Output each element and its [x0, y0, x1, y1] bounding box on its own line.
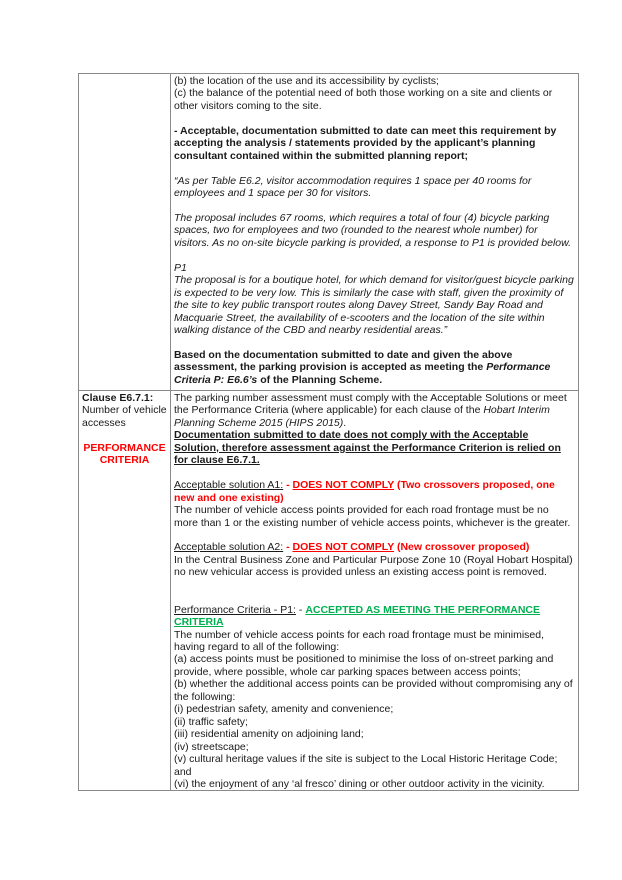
text-run: -: [283, 541, 293, 554]
blank-line: [174, 579, 575, 591]
performance-criteria-p1-heading: [174, 604, 575, 629]
status-note: (Two crossovers proposed, one new and one existing): [174, 479, 555, 504]
performance-criteria-tag: PERFORMANCE: [83, 441, 166, 454]
criteria-item: (b) whether the additional access points can be provided without compromising any of the following:: [174, 678, 573, 703]
criteria-subitem: (vi) the enjoyment of any ‘al fresco’ dining or other outdoor activity in the vicinity.: [174, 777, 545, 790]
text-run-emphasis: Performance Criteria P: E6.6’s: [174, 361, 551, 386]
text-run: -: [283, 479, 293, 492]
text-run: .: [343, 416, 347, 429]
solution-a1-body: The number of vehicle access points provided for each road frontage must be no more than 1 or the existing number of vehicle access points, whichever is the greater.: [174, 504, 571, 529]
clause-subject: accesses: [82, 416, 126, 429]
assessment-cell-e6-6: [171, 74, 579, 391]
blank-line: [174, 591, 575, 603]
table-row-e6-6: [79, 74, 579, 391]
conclusion-paragraph: [174, 349, 575, 386]
status-note: (New crossover proposed): [394, 541, 530, 554]
clause-cell-empty: [79, 74, 171, 391]
clause-number: Clause E6.7.1:: [82, 392, 154, 404]
solution-label: Acceptable solution A1:: [174, 479, 284, 492]
criteria-subitem: (iii) residential amenity on adjoining land;: [174, 728, 364, 741]
blank-line: [174, 162, 575, 174]
status-does-not-comply: DOES NOT COMPLY: [292, 541, 395, 554]
criteria-label: Performance Criteria - P1:: [174, 603, 296, 616]
criteria-subitem: (i) pedestrian safety, amenity and convenience;: [174, 703, 394, 716]
p1-quote-label: P1: [174, 261, 187, 274]
solution-a2-body: In the Central Business Zone and Particular Purpose Zone 10 (Royal Hobart Hospital) no new vehicular access is provided unless an existing access point is removed.: [174, 553, 573, 579]
text-run: Based on the documentation submitted to date and given the above assessment, the parking provision is accepted as meeting the: [174, 348, 513, 374]
paragraph: (c) the balance of the potential need of both those working on a site and clients or other visitors coming to the site.: [174, 87, 553, 112]
criteria-subitem: (iv) streetscape;: [174, 740, 249, 753]
assessment-table: [78, 73, 579, 791]
blank-line: [82, 429, 167, 441]
clause-cell-e6-7-1: [79, 391, 171, 791]
blank-line: [174, 529, 575, 541]
solution-label: Acceptable solution A2:: [174, 541, 284, 554]
acceptable-solution-a2-heading: [174, 541, 575, 553]
acceptable-solution-a1-heading: [174, 479, 575, 504]
clause-subject: Number of vehicle: [82, 404, 167, 417]
criteria-subitem: (ii) traffic safety;: [174, 715, 248, 728]
blank-line: [174, 336, 575, 348]
text-run: -: [295, 603, 306, 616]
text-run: The parking number assessment must comply with the Acceptable Solutions or meet the Performance Criteria (where applicable) for each clause of the: [174, 392, 567, 417]
status-does-not-comply: DOES NOT COMPLY: [292, 479, 395, 492]
acceptable-note: - Acceptable, documentation submitted to date can meet this requirement by accepting the analysis / statements provided by the applicant’s planning consultant contained within the submitted planning report;: [174, 124, 557, 162]
assessment-cell-e6-7-1: [171, 391, 579, 791]
text-run-emphasis: Hobart Interim Planning Scheme 2015 (HIPS 2015): [174, 404, 550, 429]
blank-line: [174, 112, 575, 124]
performance-criteria-tag: CRITERIA: [99, 454, 150, 467]
table-row-e6-7-1: [79, 391, 579, 791]
consultant-quote: The proposal is for a boutique hotel, for which demand for visitor/guest bicycle parking is expected to be very low. This is similarly the case with staff, given the proximity of the site to key public transport routes along Davey Street, Sandy Bay Road and Macquarie Street, the availability of e-scooters and the location of the site within walking distance of the CBD and nearby residential areas.”: [174, 274, 574, 336]
blank-line: [174, 467, 575, 479]
blank-line: [174, 200, 575, 212]
documentation-note: Documentation submitted to date does not comply with the Acceptable Solution, therefore assessment against the Performance Criterion is relied on for clause E6.7.1.: [174, 429, 561, 467]
text-run: of the Planning Scheme.: [257, 373, 383, 386]
paragraph: (b) the location of the use and its accessibility by cyclists;: [174, 75, 439, 87]
blank-line: [174, 249, 575, 261]
consultant-quote: The proposal includes 67 rooms, which requires a total of four (4) bicycle parking spaces, two for employees and two (rounded to the nearest whole number) for visitors. As no on-site bicycle parking is provided, a response to P1 is provided below.: [174, 211, 572, 249]
criteria-item: (a) access points must be positioned to minimise the loss of on-street parking and provide, where possible, whole car parking spaces between access points;: [174, 653, 554, 678]
status-accepted: ACCEPTED AS MEETING THE PERFORMANCE CRITERIA: [174, 603, 541, 629]
intro-paragraph: [174, 392, 575, 429]
criteria-subitem: (v) cultural heritage values if the site is subject to the Local Historic Heritage Code; and: [174, 753, 558, 778]
criteria-p1-body: The number of vehicle access points for each road frontage must be minimised, having regard to all of the following:: [174, 628, 545, 653]
consultant-quote: “As per Table E6.2, visitor accommodation requires 1 space per 40 rooms for employees and 1 space per 30 for visitors.: [174, 174, 532, 200]
